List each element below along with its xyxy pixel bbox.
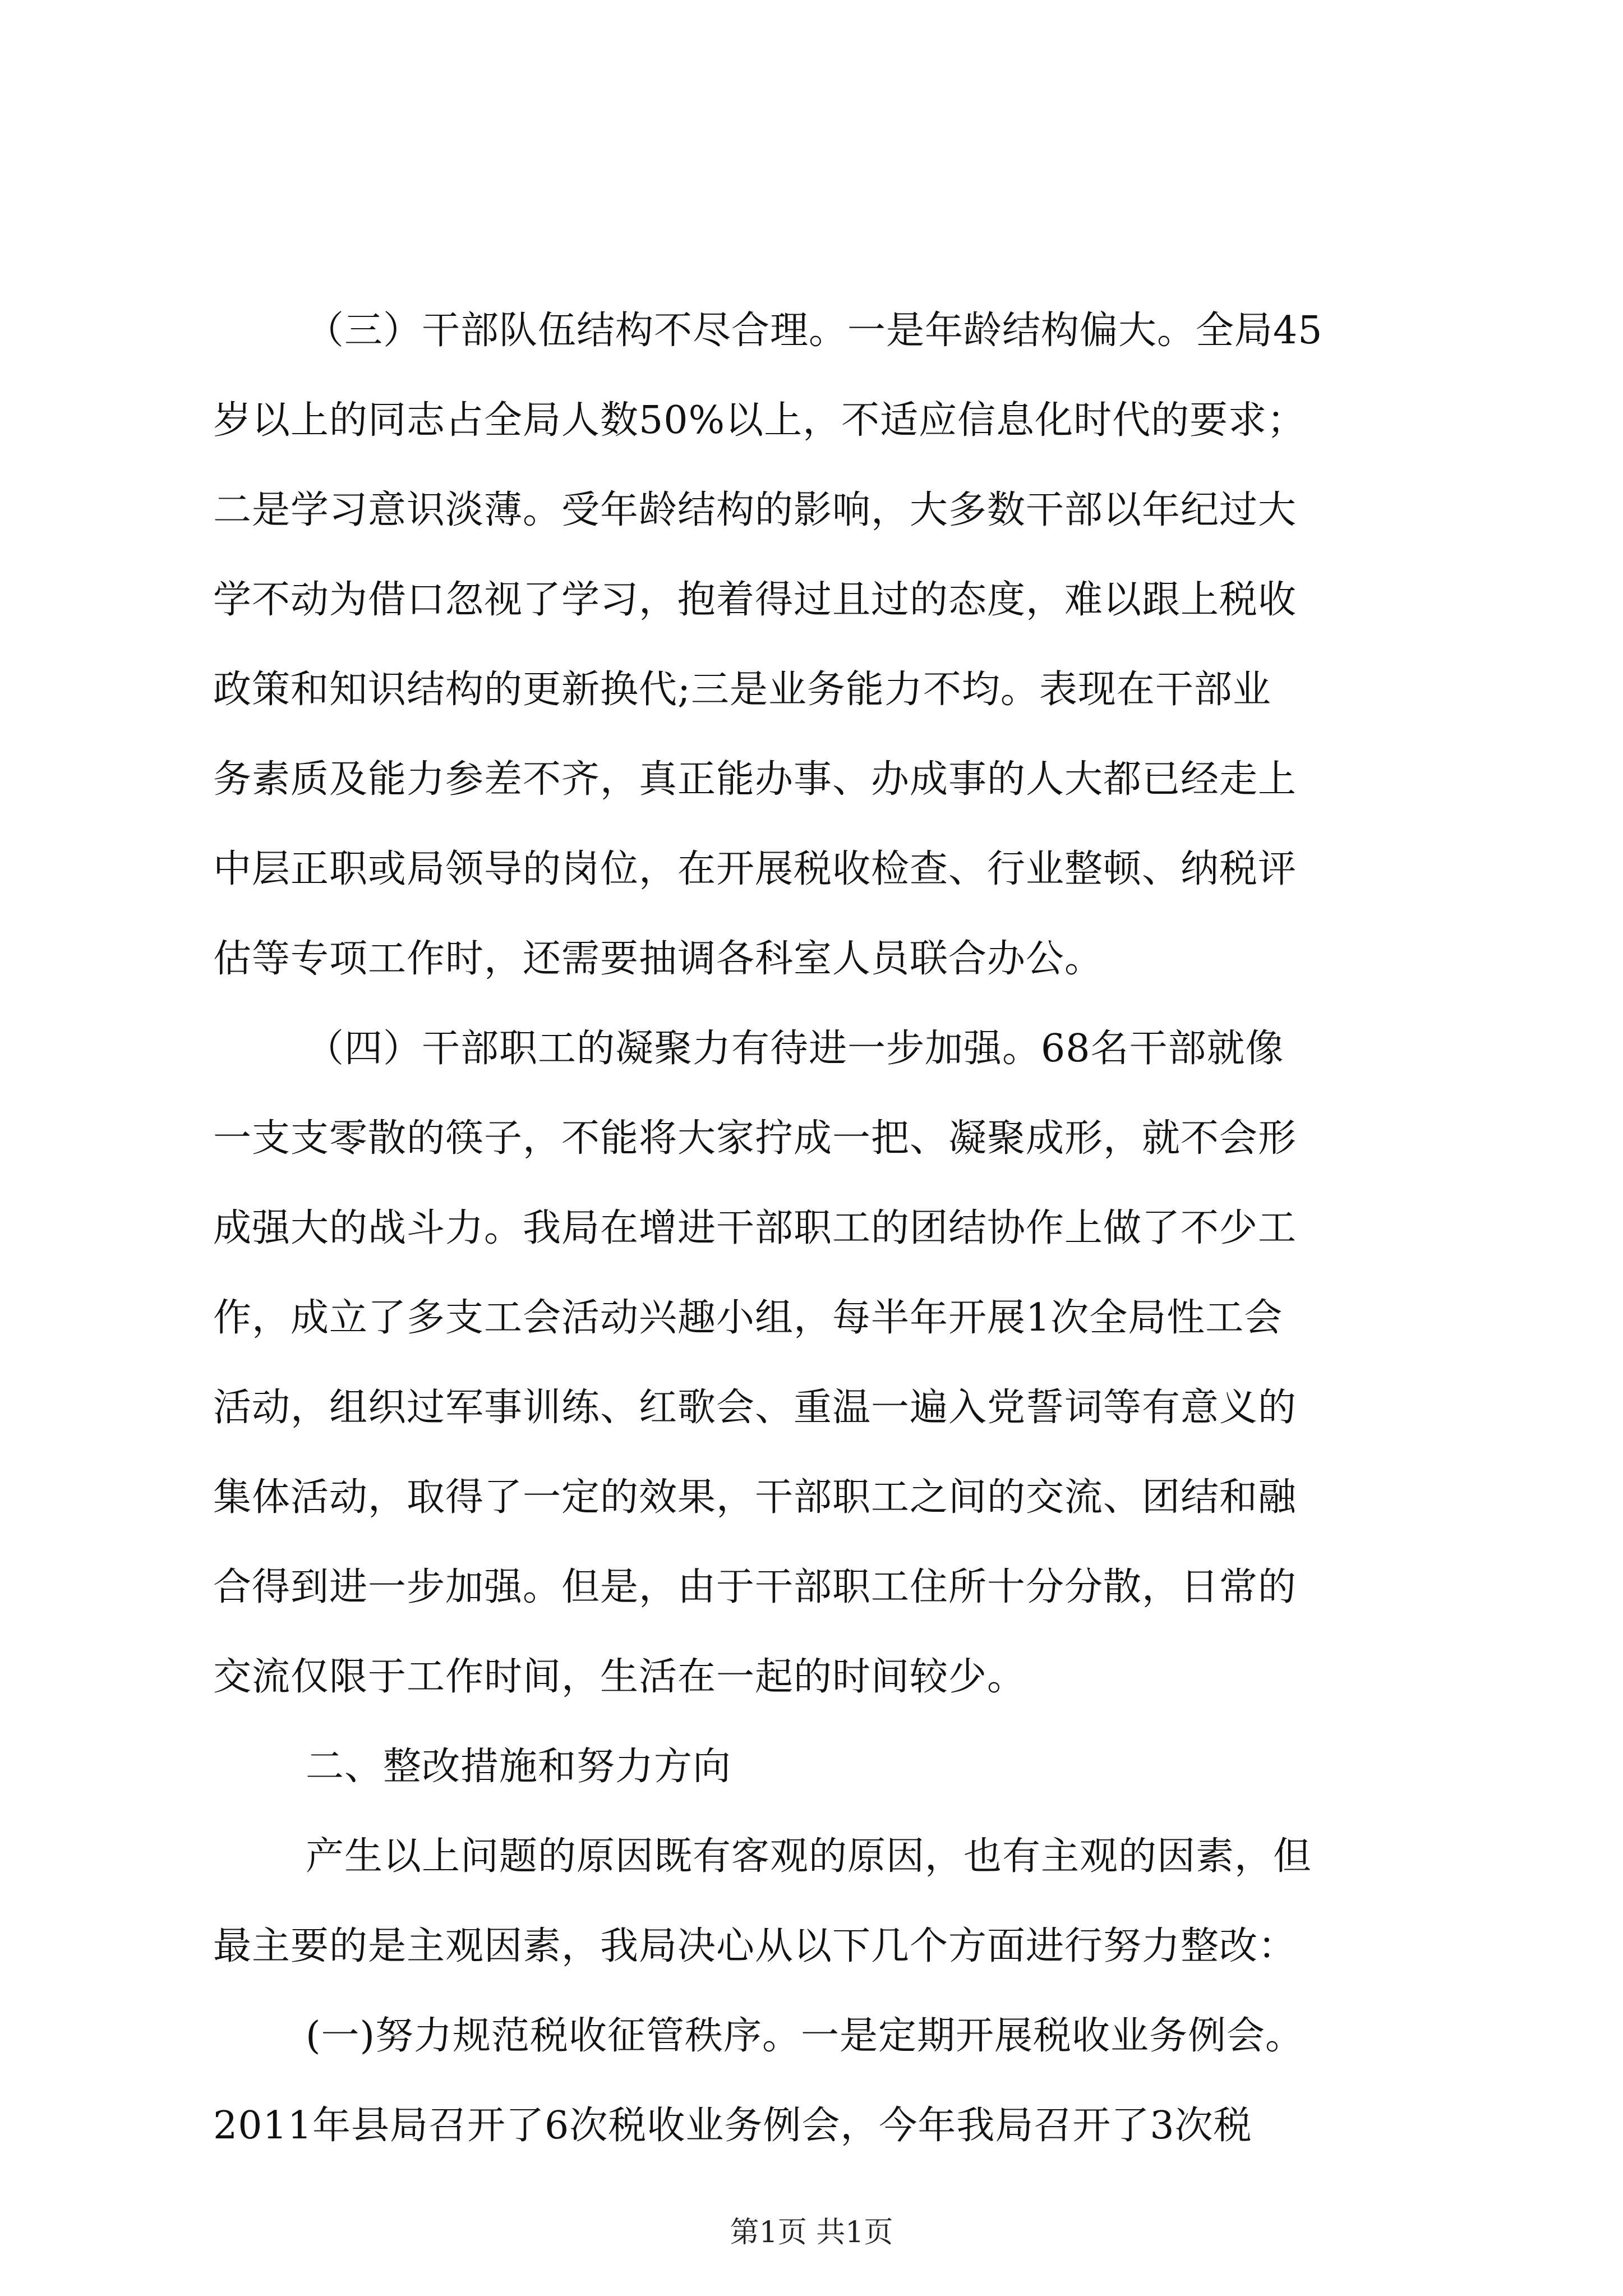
text-line: 务素质及能力参差不齐，真正能办事、办成事的人大都已经走上 [213,757,1297,802]
text-line: 估等专项工作时，还需要抽调各科室人员联合办公。 [213,937,1104,981]
text-line: 交流仅限于工作时间，生活在一起的时间较少。 [213,1655,1026,1699]
text-line: 合得到进一步加强。但是，由于干部职工住所十分分散，日常的 [213,1565,1297,1609]
text-line: （三）干部队伍结构不尽合理。一是年龄结构偏大。全局45 [306,309,1323,353]
text-line: 学不动为借口忽视了学习，抱着得过且过的态度，难以跟上税收 [213,578,1297,622]
text-line: 活动，组织过军事训练、红歌会、重温一遍入党誓词等有意义的 [213,1386,1297,1430]
text-line: (一)努力规范税收征管秩序。一是定期开展税收业务例会。 [306,2014,1304,2058]
text-line: （四）干部职工的凝聚力有待进一步加强。68名干部就像 [306,1027,1284,1071]
text-line: 集体活动，取得了一定的效果，干部职工之间的交流、团结和融 [213,1475,1297,1520]
text-line: 中层正职或局领导的岗位，在开展税收检查、行业整顿、纳税评 [213,847,1297,891]
text-line: 最主要的是主观因素，我局决心从以下几个方面进行努力整改： [213,1924,1297,1968]
text-line: 一支支零散的筷子，不能将大家拧成一把、凝聚成形，就不会形 [213,1116,1297,1161]
text-line: 产生以上问题的原因既有客观的原因，也有主观的因素，但 [306,1834,1312,1879]
text-line: 2011年县局召开了6次税收业务例会，今年我局召开了3次税 [213,2104,1252,2148]
text-line: 政策和知识结构的更新换代;三是业务能力不均。表现在干部业 [213,668,1271,712]
text-line: 成强大的战斗力。我局在增进干部职工的团结协作上做了不少工 [213,1206,1297,1250]
text-line: 作，成立了多支工会活动兴趣小组，每半年开展1次全局性工会 [213,1296,1283,1340]
text-line: 二是学习意识淡薄。受年龄结构的影响，大多数干部以年纪过大 [213,488,1297,532]
text-line: 岁以上的同志占全局人数50%以上，不适应信息化时代的要求； [213,398,1306,443]
section-heading: 二、整改措施和努力方向 [306,1745,732,1789]
page-footer: 第1页 共1页 [730,2216,893,2249]
